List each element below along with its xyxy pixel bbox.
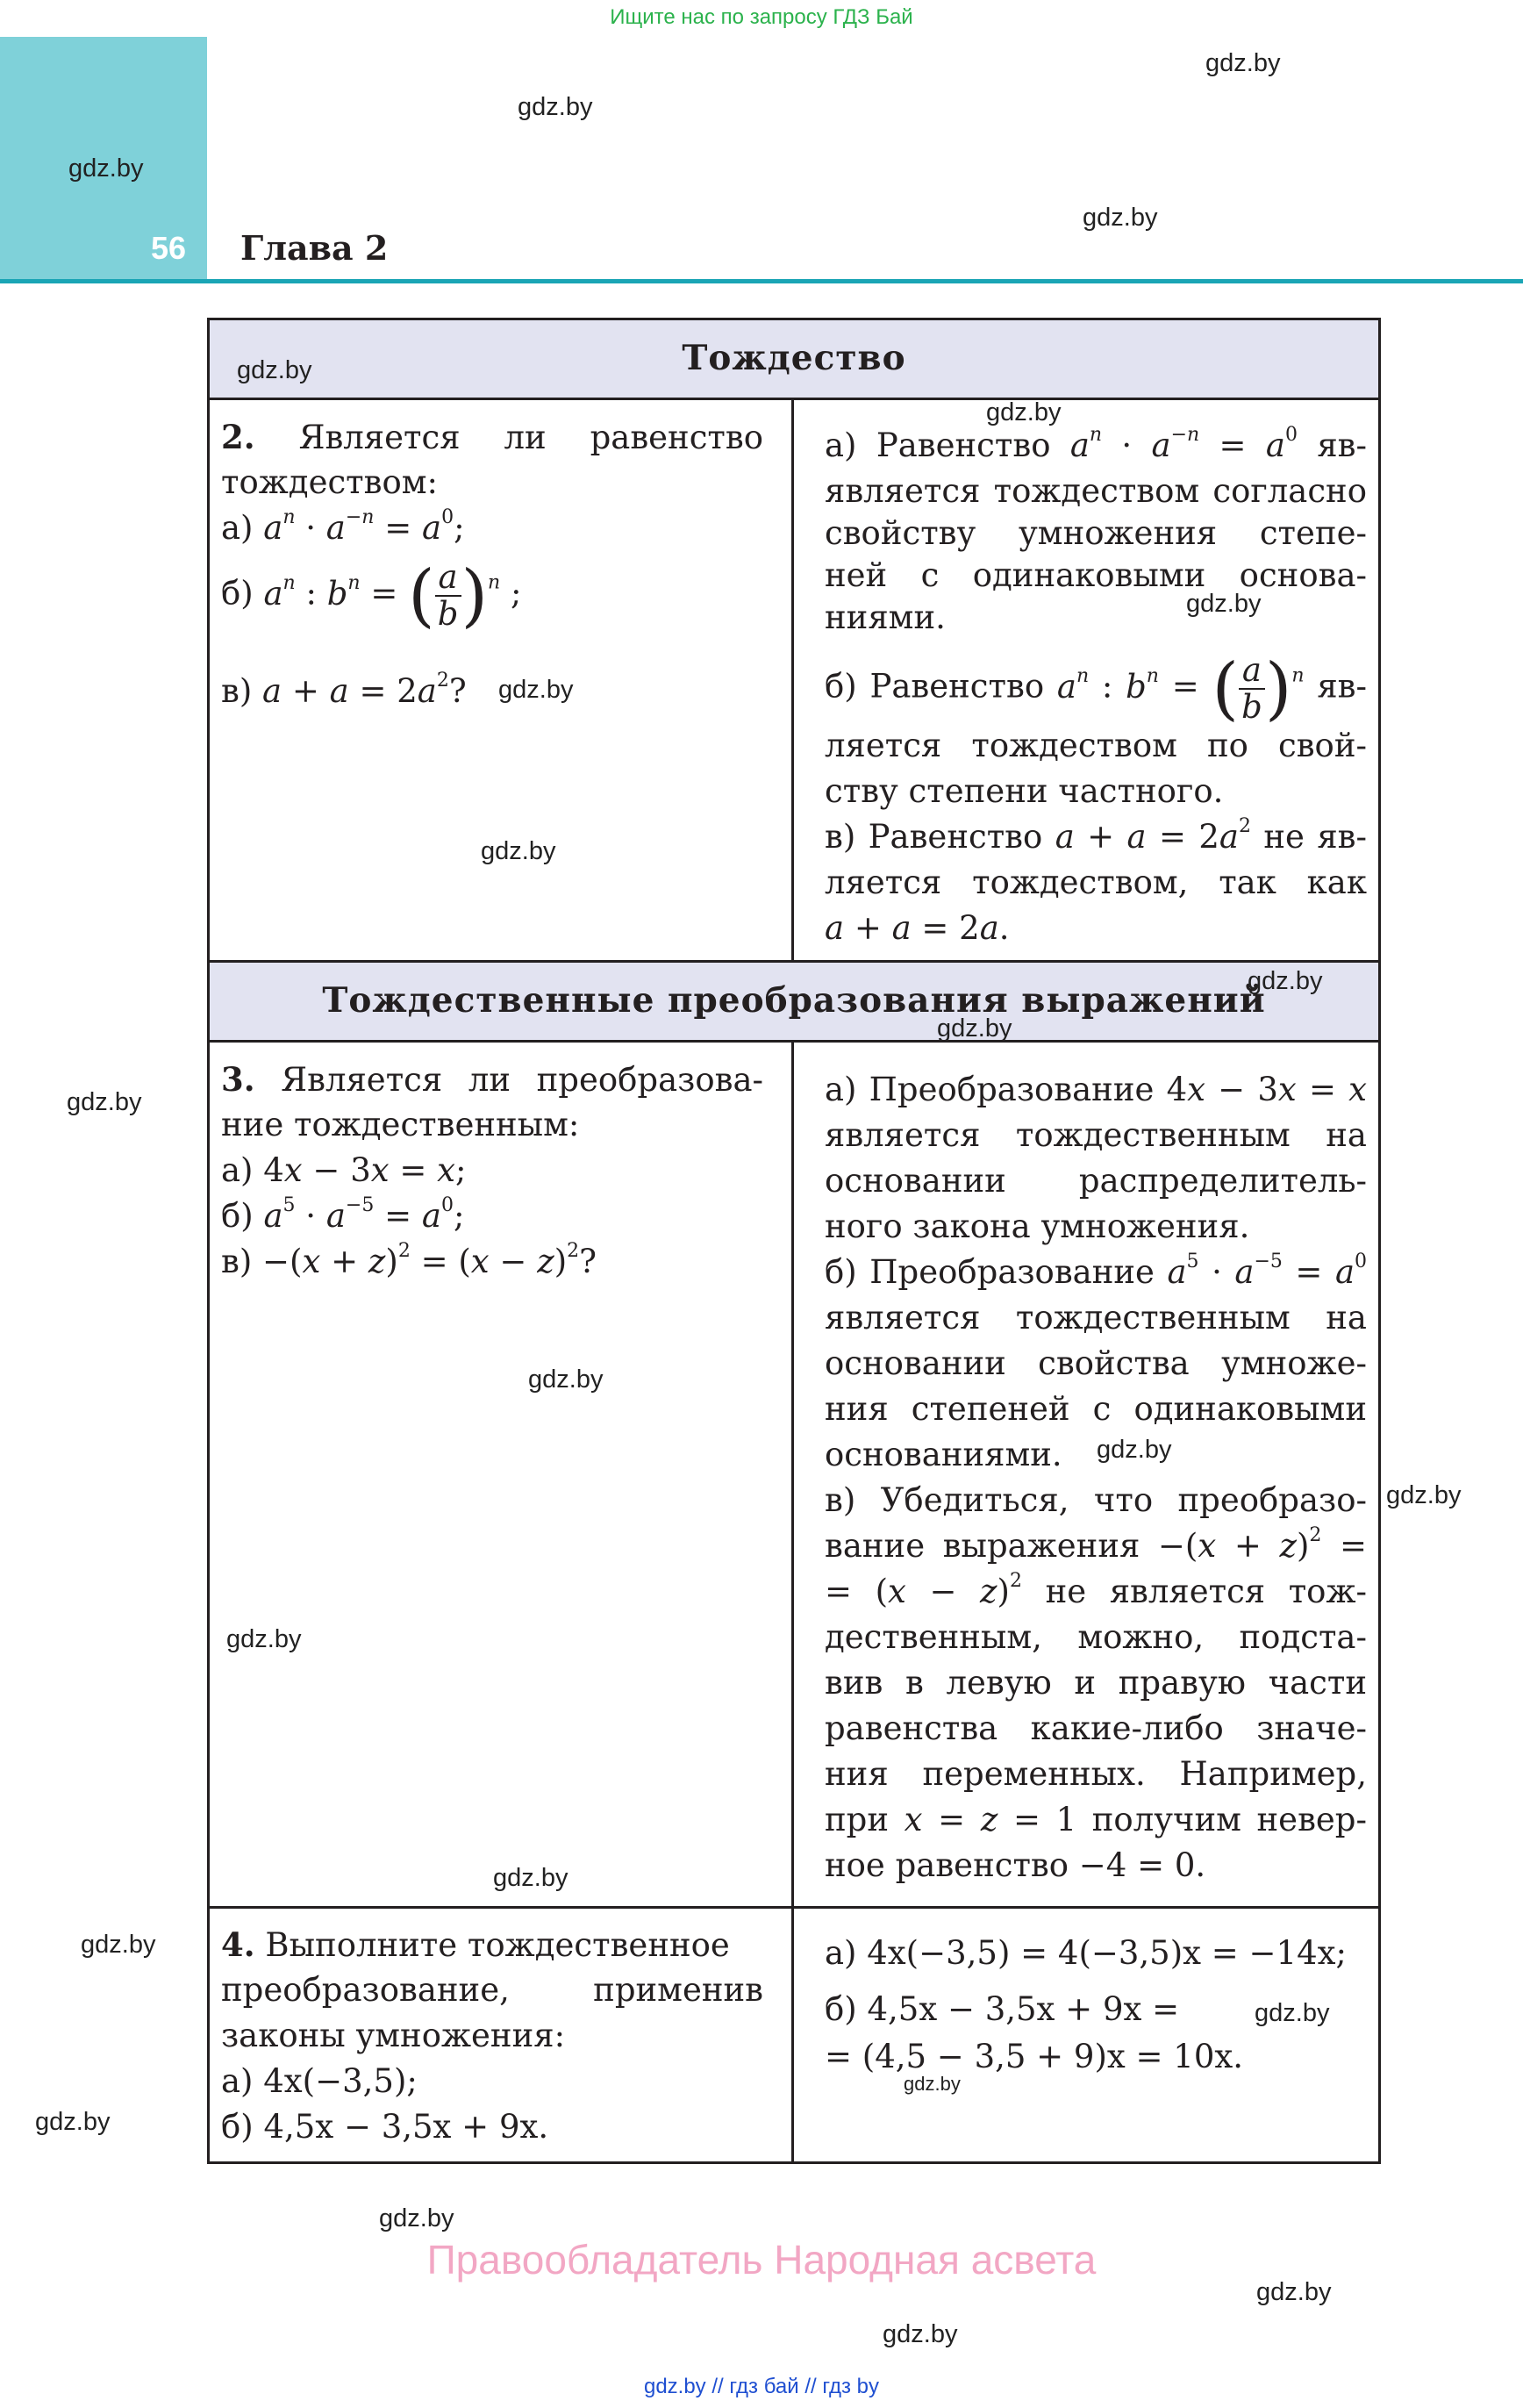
watermark: gdz.by xyxy=(481,837,556,865)
watermark: gdz.by xyxy=(518,93,593,121)
task3-answer-b-line: ния степеней с одинаковыми xyxy=(825,1390,1367,1428)
task4-answer-b: б) 4,5x − 3,5x + 9x = xyxy=(825,1990,1180,2028)
task3-item-c: $в) -(x + z)^2 = (x - z)^2$? xyxy=(221,1240,597,1280)
task4-question: 4. Выполните тождественное xyxy=(221,1925,730,1964)
task3-answer-c-line: ния переменных. Например, xyxy=(825,1755,1367,1793)
task3-item-a: а) 4x − 3x = x; xyxy=(221,1151,467,1189)
watermark: gdz.by xyxy=(81,1931,156,1959)
watermark: gdz.by xyxy=(1255,1999,1330,2027)
watermark: gdz.by xyxy=(1248,967,1323,995)
task4-question-line: преобразование, применив xyxy=(221,1971,763,2009)
watermark: gdz.by xyxy=(528,1365,604,1394)
watermark: gdz.by xyxy=(1386,1481,1462,1509)
watermark: gdz.by xyxy=(498,676,574,704)
copyright-notice: Правообладатель Народная асвета xyxy=(426,2237,1097,2283)
task4-item-a: а) 4x(−3,5); xyxy=(221,2062,418,2100)
task3-answer-c-final: ное равенство −4 = 0. xyxy=(825,1846,1206,1884)
task3-answer-c-line: дественным, можно, подста- xyxy=(825,1618,1367,1656)
task2-answer-c-line: a + a = 2a. xyxy=(825,909,1010,947)
bottom-links[interactable]: gdz.by // гдз бай // гдз by xyxy=(643,2375,880,2398)
task3-answer-a-line: ного закона умножения. xyxy=(825,1208,1250,1245)
section-header-identity xyxy=(207,318,1381,400)
task2-answer-a-line: ниями. xyxy=(825,598,946,636)
section-title: Тождество xyxy=(682,338,906,378)
task4-answer-a: а) 4x(−3,5) = 4(−3,5)x = −14x; xyxy=(825,1934,1347,1972)
watermark: gdz.by xyxy=(226,1625,302,1653)
task2-answer-a: а) Равенство $a^n \cdot a^{-n} = a^0$ яв- xyxy=(825,424,1368,464)
task4-answer-b-line: = (4,5 − 3,5 + 9)x = 10x. xyxy=(825,2038,1244,2075)
task3-answer-a-line: основании распределитель- xyxy=(825,1162,1367,1200)
task2-answer-c: в) Равенство $a + a = 2a^2$ не яв- xyxy=(825,815,1367,856)
watermark: gdz.by xyxy=(1256,2278,1332,2306)
watermark: gdz.by xyxy=(35,2108,111,2136)
task2-question: 2. Является ли равенство xyxy=(221,418,764,456)
watermark: gdz.by xyxy=(493,1864,568,1892)
task3-answer-c-line: вание выражения $-(x + z)^2$ = xyxy=(825,1524,1367,1565)
watermark: gdz.by xyxy=(937,1014,1012,1043)
task3-answer-b: б) Преобразование $a^5 \cdot a^{-5} = a^0$ xyxy=(825,1251,1367,1291)
page-number: 56 xyxy=(150,230,186,266)
watermark: gdz.by xyxy=(1097,1436,1172,1464)
task3-answer-b-line: является тождественным на xyxy=(825,1299,1367,1337)
task4-item-b: б) 4,5x − 3,5x + 9x. xyxy=(221,2108,549,2146)
watermark: gdz.by xyxy=(883,2320,958,2348)
watermark: gdz.by xyxy=(237,356,312,384)
section-header-transform xyxy=(207,960,1381,1043)
watermark: gdz.by xyxy=(1083,204,1158,232)
task2-answer-a-line: является тождеством согласно xyxy=(825,472,1367,510)
watermark: gdz.by xyxy=(904,2073,961,2095)
task2-question-line2: тождеством: xyxy=(221,463,439,501)
task4-question-line: законы умножения: xyxy=(221,2017,566,2054)
task3-answer-c: в) Убедиться, что преобразо- xyxy=(825,1481,1367,1519)
task2-answer-a-line: свойству умножения степе- xyxy=(825,514,1367,552)
watermark: gdz.by xyxy=(379,2204,454,2232)
task3-answer-a-line: является тождественным на xyxy=(825,1116,1367,1154)
task3-answer-c-line: = $(x - z)^2$ не является тож- xyxy=(825,1570,1367,1610)
task3-answer-b-line: основании свойства умноже- xyxy=(825,1344,1367,1382)
watermark: gdz.by xyxy=(68,154,144,183)
task3-item-b: б) $a^5 \cdot a^{-5} = a^0$; xyxy=(221,1194,465,1235)
task2-item-b: б) $a^n$ : $b^n$ = ( $\frac{a}{b}$ )$^n$ ; xyxy=(221,556,522,635)
header-rule xyxy=(0,279,1523,283)
section-title: Тождественные преобразования выражений xyxy=(322,980,1266,1021)
task2-answer-b-line: ляется тождеством по свой- xyxy=(825,727,1367,764)
task3-answer-c-line: равенства какие-либо значе- xyxy=(825,1709,1367,1747)
task2-answer-b: б) Равенство $a^n$ : $b^n$ = ( $\frac{a}{b}$ )$^n$ яв- xyxy=(825,649,1368,728)
task2-answer-c-line: ляется тождеством, так как xyxy=(825,864,1367,901)
task2-item-c: в) $a + a = 2a^2$? xyxy=(221,670,467,710)
task3-question-line2: ние тождественным: xyxy=(221,1106,580,1143)
task3-question: 3. Является ли преобразова- xyxy=(221,1060,763,1099)
task2-answer-b-line: ству степени частного. xyxy=(825,772,1224,810)
watermark: gdz.by xyxy=(67,1088,142,1116)
chapter-title: Глава 2 xyxy=(240,228,389,268)
watermark: gdz.by xyxy=(1205,49,1281,77)
watermark: gdz.by xyxy=(1186,590,1262,618)
task3-answer-a: а) Преобразование 4x − 3x = x xyxy=(825,1071,1367,1108)
task3-answer-c-line: при x = z = 1 получим невер- xyxy=(825,1801,1367,1838)
task2-answer-a-line: ней с одинаковыми основа- xyxy=(825,556,1367,594)
task3-answer-b-line: основаниями. xyxy=(825,1436,1062,1473)
watermark: gdz.by xyxy=(986,398,1062,426)
task2-item-a: а) $a^n \cdot a^{-n} = a^0$; xyxy=(221,506,465,547)
task3-answer-c-line: вив в левую и правую части xyxy=(825,1664,1367,1702)
top-banner[interactable]: Ищите нас по запросу ГДЗ Бай xyxy=(610,5,913,29)
